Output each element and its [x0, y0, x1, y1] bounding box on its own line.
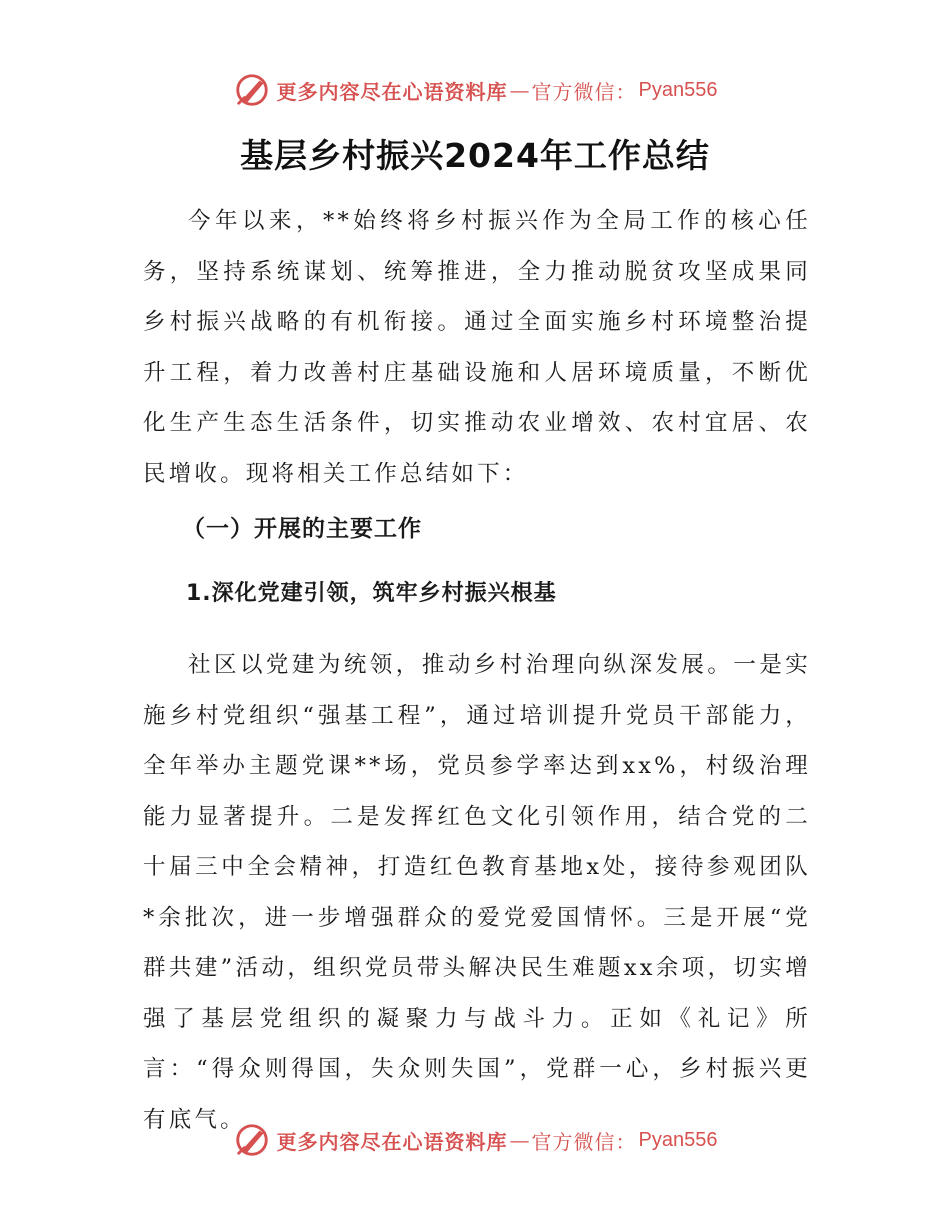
watermark-separator: — [509, 1128, 530, 1152]
watermark-wechat-id: Pyan556 [638, 78, 718, 101]
document-title: 基层乡村振兴2024年工作总结 [240, 136, 710, 175]
intro-paragraph-block [143, 196, 811, 499]
watermark-top [0, 70, 950, 110]
watermark-official-label: 官方微信： [531, 79, 637, 104]
watermark-separator: — [509, 78, 530, 102]
watermark-text: 更多内容尽在心语资料库 [276, 1129, 508, 1154]
subsection-paragraph: 社区以党建为统领，推动乡村治理向纵深发展。一是实施乡村党组织“强基工程”，通过培训提升党员干部能力，全年举办主题党课**场，党员参学率达到xx%，村级治理能力显著提升。二是发挥红色文化引领作用，结合党的二十届三中全会精神，打造红色教育基地x处，接待参观团队*余批次，进一步增强群众的爱党爱国情怀。三是开展“党群共建”活动，组织党员带头解决民生难题xx余项，切实增强了基层党组织的凝聚力与战斗力。正如《礼记》所言：“得众则得国，失众则失国”，党群一心，乡村振兴更有底气。 [143, 652, 811, 1133]
pen-logo-icon [233, 71, 271, 109]
watermark-bottom [0, 1120, 950, 1160]
intro-paragraph: 今年以来，**始终将乡村振兴作为全局工作的核心任务，坚持系统谋划、统筹推进，全力推动脱贫攻坚成果同乡村振兴战略的有机衔接。通过全面实施乡村环境整治提升工程，着力改善村庄基础设施和人居环境质量，不断优化生产生态生活条件，切实推动农业增效、农村宜居、农民增收。现将相关工作总结如下： [143, 208, 811, 487]
watermark-official-label: 官方微信： [531, 1129, 637, 1154]
subsection-body-block [143, 640, 811, 1145]
subsection-heading: 1.深化党建引领，筑牢乡村振兴根基 [186, 581, 557, 606]
section-heading: （一）开展的主要工作 [182, 516, 422, 542]
watermark-text: 更多内容尽在心语资料库 [276, 79, 508, 104]
pen-logo-icon [233, 1121, 271, 1159]
watermark-wechat-id: Pyan556 [638, 1128, 718, 1151]
